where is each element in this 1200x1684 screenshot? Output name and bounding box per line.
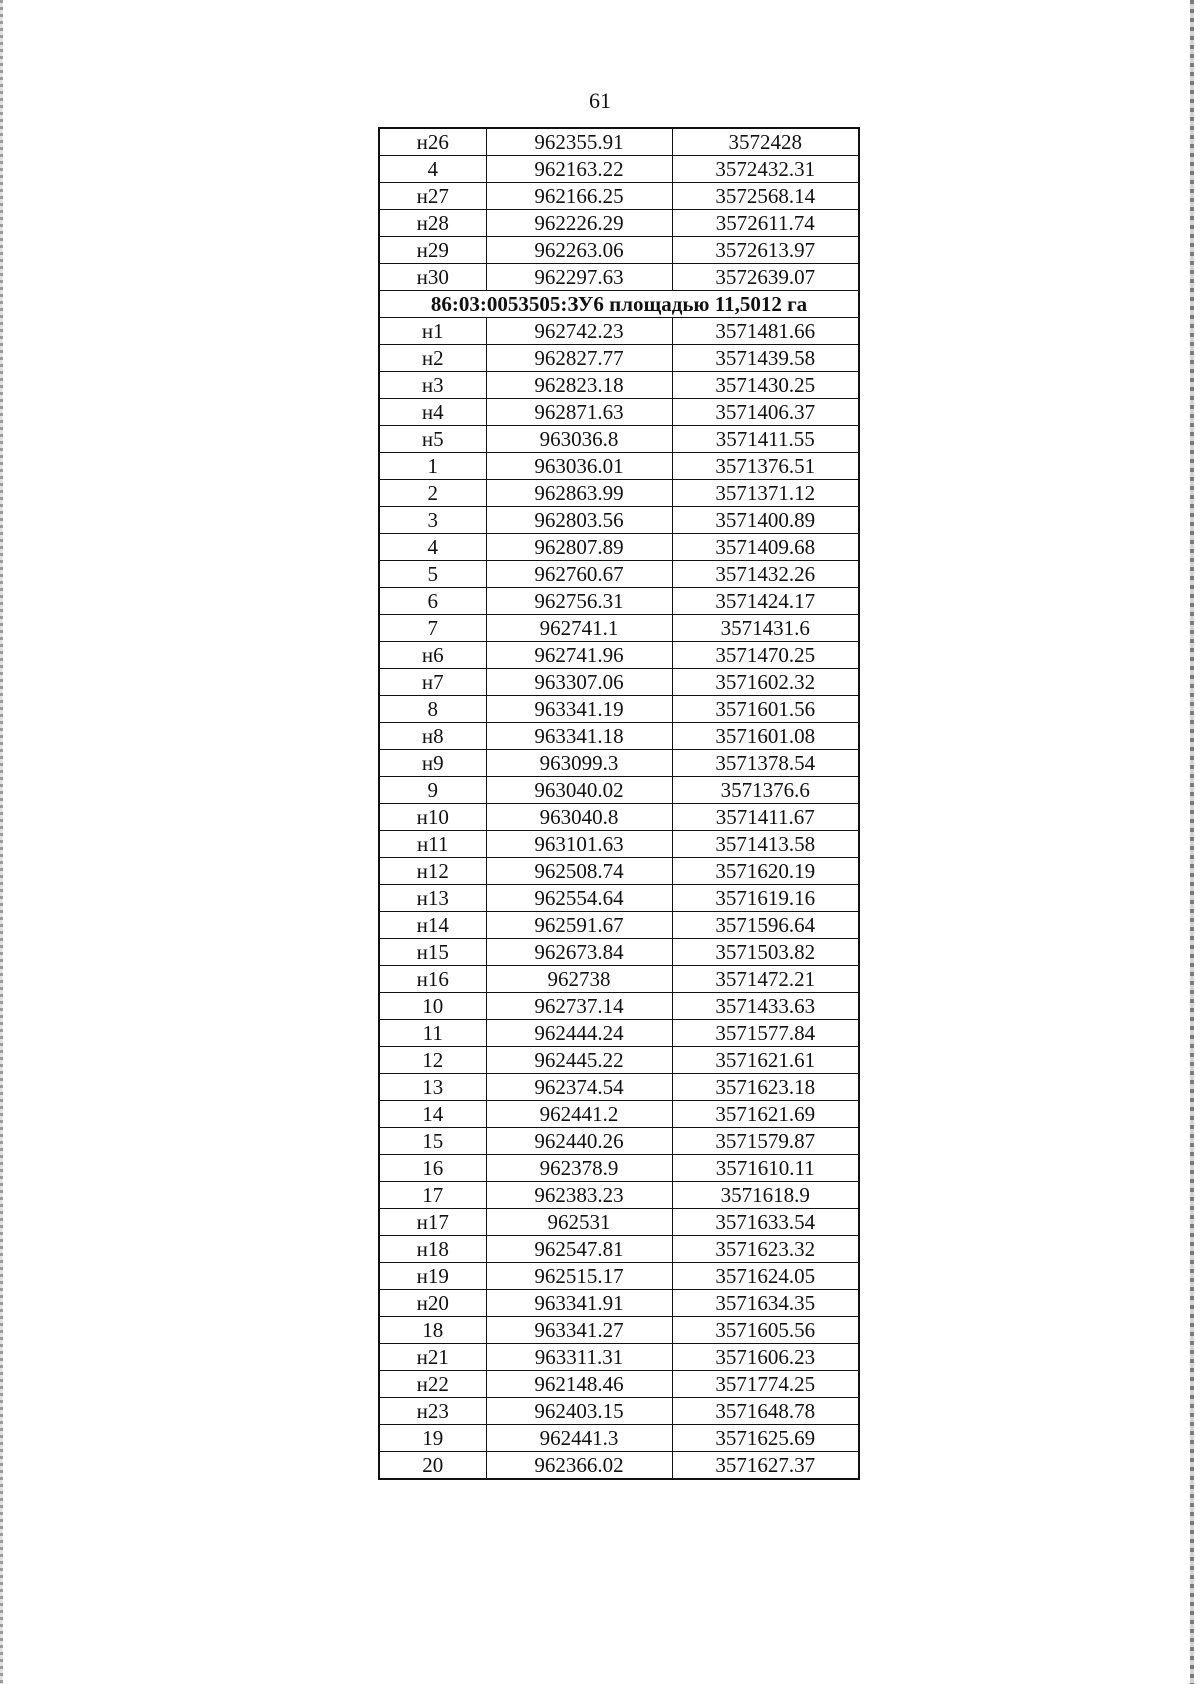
point-id-cell: 15 <box>379 1128 486 1155</box>
x-coordinate-cell: 962403.15 <box>486 1398 672 1425</box>
y-coordinate-cell: 3571625.69 <box>672 1425 859 1452</box>
point-id-cell: 4 <box>379 156 486 183</box>
point-id-cell: н20 <box>379 1290 486 1317</box>
table-row <box>379 804 859 831</box>
point-id-cell: н16 <box>379 966 486 993</box>
x-coordinate-cell: 963307.06 <box>486 669 672 696</box>
point-id-cell: н4 <box>379 399 486 426</box>
table-row <box>379 1020 859 1047</box>
table-row <box>379 723 859 750</box>
y-coordinate-cell: 3571605.56 <box>672 1317 859 1344</box>
y-coordinate-cell: 3571601.08 <box>672 723 859 750</box>
table-row <box>379 642 859 669</box>
x-coordinate-cell: 962741.96 <box>486 642 672 669</box>
x-coordinate-cell: 962374.54 <box>486 1074 672 1101</box>
point-id-cell: н14 <box>379 912 486 939</box>
y-coordinate-cell: 3571601.56 <box>672 696 859 723</box>
x-coordinate-cell: 962366.02 <box>486 1452 672 1480</box>
x-coordinate-cell: 962226.29 <box>486 210 672 237</box>
point-id-cell: н15 <box>379 939 486 966</box>
point-id-cell: н19 <box>379 1263 486 1290</box>
x-coordinate-cell: 962760.67 <box>486 561 672 588</box>
point-id-cell: н8 <box>379 723 486 750</box>
x-coordinate-cell: 962871.63 <box>486 399 672 426</box>
table-row <box>379 993 859 1020</box>
x-coordinate-cell: 962547.81 <box>486 1236 672 1263</box>
table-row <box>379 1371 859 1398</box>
table-row <box>379 1182 859 1209</box>
y-coordinate-cell: 3571579.87 <box>672 1128 859 1155</box>
x-coordinate-cell: 963040.8 <box>486 804 672 831</box>
table-row <box>379 1155 859 1182</box>
point-id-cell: 10 <box>379 993 486 1020</box>
y-coordinate-cell: 3571621.61 <box>672 1047 859 1074</box>
point-id-cell: 9 <box>379 777 486 804</box>
y-coordinate-cell: 3572611.74 <box>672 210 859 237</box>
y-coordinate-cell: 3571439.58 <box>672 345 859 372</box>
y-coordinate-cell: 3572639.07 <box>672 264 859 291</box>
point-id-cell: н30 <box>379 264 486 291</box>
section-header-row <box>379 291 859 318</box>
point-id-cell: н13 <box>379 885 486 912</box>
y-coordinate-cell: 3571577.84 <box>672 1020 859 1047</box>
x-coordinate-cell: 963341.27 <box>486 1317 672 1344</box>
x-coordinate-cell: 962554.64 <box>486 885 672 912</box>
y-coordinate-cell: 3571432.26 <box>672 561 859 588</box>
point-id-cell: н22 <box>379 1371 486 1398</box>
y-coordinate-cell: 3571774.25 <box>672 1371 859 1398</box>
y-coordinate-cell: 3571472.21 <box>672 966 859 993</box>
table-row <box>379 615 859 642</box>
table-row <box>379 156 859 183</box>
y-coordinate-cell: 3571424.17 <box>672 588 859 615</box>
x-coordinate-cell: 963341.18 <box>486 723 672 750</box>
table-row <box>379 345 859 372</box>
y-coordinate-cell: 3572568.14 <box>672 183 859 210</box>
scan-edge-left <box>0 0 3 1684</box>
point-id-cell: н3 <box>379 372 486 399</box>
x-coordinate-cell: 962803.56 <box>486 507 672 534</box>
y-coordinate-cell: 3571627.37 <box>672 1452 859 1480</box>
table-row <box>379 183 859 210</box>
y-coordinate-cell: 3571431.6 <box>672 615 859 642</box>
x-coordinate-cell: 963040.02 <box>486 777 672 804</box>
table-row <box>379 426 859 453</box>
table-row <box>379 1290 859 1317</box>
point-id-cell: 16 <box>379 1155 486 1182</box>
x-coordinate-cell: 962378.9 <box>486 1155 672 1182</box>
table-row <box>379 1344 859 1371</box>
x-coordinate-cell: 962440.26 <box>486 1128 672 1155</box>
y-coordinate-cell: 3571371.12 <box>672 480 859 507</box>
y-coordinate-cell: 3571620.19 <box>672 858 859 885</box>
table-row <box>379 669 859 696</box>
x-coordinate-cell: 962163.22 <box>486 156 672 183</box>
y-coordinate-cell: 3571433.63 <box>672 993 859 1020</box>
y-coordinate-cell: 3571470.25 <box>672 642 859 669</box>
table-row <box>379 1128 859 1155</box>
x-coordinate-cell: 962445.22 <box>486 1047 672 1074</box>
y-coordinate-cell: 3571623.18 <box>672 1074 859 1101</box>
table-row <box>379 399 859 426</box>
point-id-cell: н23 <box>379 1398 486 1425</box>
table-row <box>379 1074 859 1101</box>
y-coordinate-cell: 3571430.25 <box>672 372 859 399</box>
point-id-cell: 13 <box>379 1074 486 1101</box>
point-id-cell: н28 <box>379 210 486 237</box>
x-coordinate-cell: 962863.99 <box>486 480 672 507</box>
point-id-cell: н6 <box>379 642 486 669</box>
table-row <box>379 453 859 480</box>
x-coordinate-cell: 962508.74 <box>486 858 672 885</box>
point-id-cell: н7 <box>379 669 486 696</box>
point-id-cell: 14 <box>379 1101 486 1128</box>
x-coordinate-cell: 962737.14 <box>486 993 672 1020</box>
table-row <box>379 1101 859 1128</box>
point-id-cell: н17 <box>379 1209 486 1236</box>
point-id-cell: н9 <box>379 750 486 777</box>
point-id-cell: 17 <box>379 1182 486 1209</box>
x-coordinate-cell: 962673.84 <box>486 939 672 966</box>
y-coordinate-cell: 3571411.55 <box>672 426 859 453</box>
table-row <box>379 1398 859 1425</box>
y-coordinate-cell: 3571376.51 <box>672 453 859 480</box>
y-coordinate-cell: 3571633.54 <box>672 1209 859 1236</box>
table-row <box>379 128 859 156</box>
point-id-cell: н27 <box>379 183 486 210</box>
point-id-cell: 1 <box>379 453 486 480</box>
point-id-cell: 5 <box>379 561 486 588</box>
y-coordinate-cell: 3571634.35 <box>672 1290 859 1317</box>
scan-edge-right <box>1190 0 1194 1684</box>
y-coordinate-cell: 3571624.05 <box>672 1263 859 1290</box>
x-coordinate-cell: 962807.89 <box>486 534 672 561</box>
y-coordinate-cell: 3571621.69 <box>672 1101 859 1128</box>
coordinates-table-body <box>379 128 859 1479</box>
y-coordinate-cell: 3571378.54 <box>672 750 859 777</box>
point-id-cell: н11 <box>379 831 486 858</box>
x-coordinate-cell: 962444.24 <box>486 1020 672 1047</box>
point-id-cell: 2 <box>379 480 486 507</box>
x-coordinate-cell: 963311.31 <box>486 1344 672 1371</box>
point-id-cell: н5 <box>379 426 486 453</box>
x-coordinate-cell: 962441.2 <box>486 1101 672 1128</box>
point-id-cell: 6 <box>379 588 486 615</box>
y-coordinate-cell: 3571411.67 <box>672 804 859 831</box>
table-row <box>379 480 859 507</box>
y-coordinate-cell: 3571481.66 <box>672 318 859 345</box>
table-row <box>379 1425 859 1452</box>
table-row <box>379 318 859 345</box>
point-id-cell: 18 <box>379 1317 486 1344</box>
table-row <box>379 777 859 804</box>
point-id-cell: 11 <box>379 1020 486 1047</box>
x-coordinate-cell: 962263.06 <box>486 237 672 264</box>
table-row <box>379 534 859 561</box>
point-id-cell: н10 <box>379 804 486 831</box>
y-coordinate-cell: 3571503.82 <box>672 939 859 966</box>
table-row <box>379 966 859 993</box>
y-coordinate-cell: 3571413.58 <box>672 831 859 858</box>
y-coordinate-cell: 3571618.9 <box>672 1182 859 1209</box>
table-row <box>379 372 859 399</box>
point-id-cell: 3 <box>379 507 486 534</box>
x-coordinate-cell: 962741.1 <box>486 615 672 642</box>
x-coordinate-cell: 963101.63 <box>486 831 672 858</box>
x-coordinate-cell: 962591.67 <box>486 912 672 939</box>
x-coordinate-cell: 962148.46 <box>486 1371 672 1398</box>
point-id-cell: н2 <box>379 345 486 372</box>
point-id-cell: н18 <box>379 1236 486 1263</box>
x-coordinate-cell: 962823.18 <box>486 372 672 399</box>
x-coordinate-cell: 962827.77 <box>486 345 672 372</box>
x-coordinate-cell: 963341.91 <box>486 1290 672 1317</box>
table-row <box>379 831 859 858</box>
x-coordinate-cell: 962166.25 <box>486 183 672 210</box>
y-coordinate-cell: 3571602.32 <box>672 669 859 696</box>
section-title: 86:03:0053505:ЗУ6 площадью 11,5012 га <box>379 291 859 318</box>
table-row <box>379 561 859 588</box>
table-row <box>379 1452 859 1480</box>
table-row <box>379 912 859 939</box>
point-id-cell: 4 <box>379 534 486 561</box>
y-coordinate-cell: 3571596.64 <box>672 912 859 939</box>
table-row <box>379 939 859 966</box>
point-id-cell: 12 <box>379 1047 486 1074</box>
x-coordinate-cell: 963036.01 <box>486 453 672 480</box>
x-coordinate-cell: 962756.31 <box>486 588 672 615</box>
point-id-cell: 8 <box>379 696 486 723</box>
table-row <box>379 750 859 777</box>
point-id-cell: 20 <box>379 1452 486 1480</box>
point-id-cell: 7 <box>379 615 486 642</box>
y-coordinate-cell: 3571648.78 <box>672 1398 859 1425</box>
y-coordinate-cell: 3571409.68 <box>672 534 859 561</box>
table-row <box>379 885 859 912</box>
table-row <box>379 507 859 534</box>
x-coordinate-cell: 963099.3 <box>486 750 672 777</box>
point-id-cell: 19 <box>379 1425 486 1452</box>
table-row <box>379 1209 859 1236</box>
y-coordinate-cell: 3571400.89 <box>672 507 859 534</box>
table-row <box>379 264 859 291</box>
table-row <box>379 1317 859 1344</box>
table-row <box>379 210 859 237</box>
point-id-cell: н26 <box>379 128 486 156</box>
x-coordinate-cell: 962355.91 <box>486 128 672 156</box>
table-row <box>379 858 859 885</box>
y-coordinate-cell: 3571623.32 <box>672 1236 859 1263</box>
x-coordinate-cell: 962515.17 <box>486 1263 672 1290</box>
table-row <box>379 237 859 264</box>
y-coordinate-cell: 3571406.37 <box>672 399 859 426</box>
table-row <box>379 1263 859 1290</box>
y-coordinate-cell: 3572432.31 <box>672 156 859 183</box>
table-row <box>379 1047 859 1074</box>
x-coordinate-cell: 962531 <box>486 1209 672 1236</box>
x-coordinate-cell: 963341.19 <box>486 696 672 723</box>
y-coordinate-cell: 3572428 <box>672 128 859 156</box>
table-row <box>379 696 859 723</box>
y-coordinate-cell: 3571610.11 <box>672 1155 859 1182</box>
point-id-cell: н12 <box>379 858 486 885</box>
x-coordinate-cell: 962441.3 <box>486 1425 672 1452</box>
y-coordinate-cell: 3571376.6 <box>672 777 859 804</box>
table-row <box>379 588 859 615</box>
x-coordinate-cell: 962297.63 <box>486 264 672 291</box>
x-coordinate-cell: 962383.23 <box>486 1182 672 1209</box>
point-id-cell: н29 <box>379 237 486 264</box>
x-coordinate-cell: 963036.8 <box>486 426 672 453</box>
page-number: 61 <box>589 88 611 113</box>
table-row <box>379 1236 859 1263</box>
x-coordinate-cell: 962738 <box>486 966 672 993</box>
y-coordinate-cell: 3572613.97 <box>672 237 859 264</box>
coordinates-table <box>378 127 860 1480</box>
x-coordinate-cell: 962742.23 <box>486 318 672 345</box>
y-coordinate-cell: 3571619.16 <box>672 885 859 912</box>
y-coordinate-cell: 3571606.23 <box>672 1344 859 1371</box>
point-id-cell: н21 <box>379 1344 486 1371</box>
point-id-cell: н1 <box>379 318 486 345</box>
